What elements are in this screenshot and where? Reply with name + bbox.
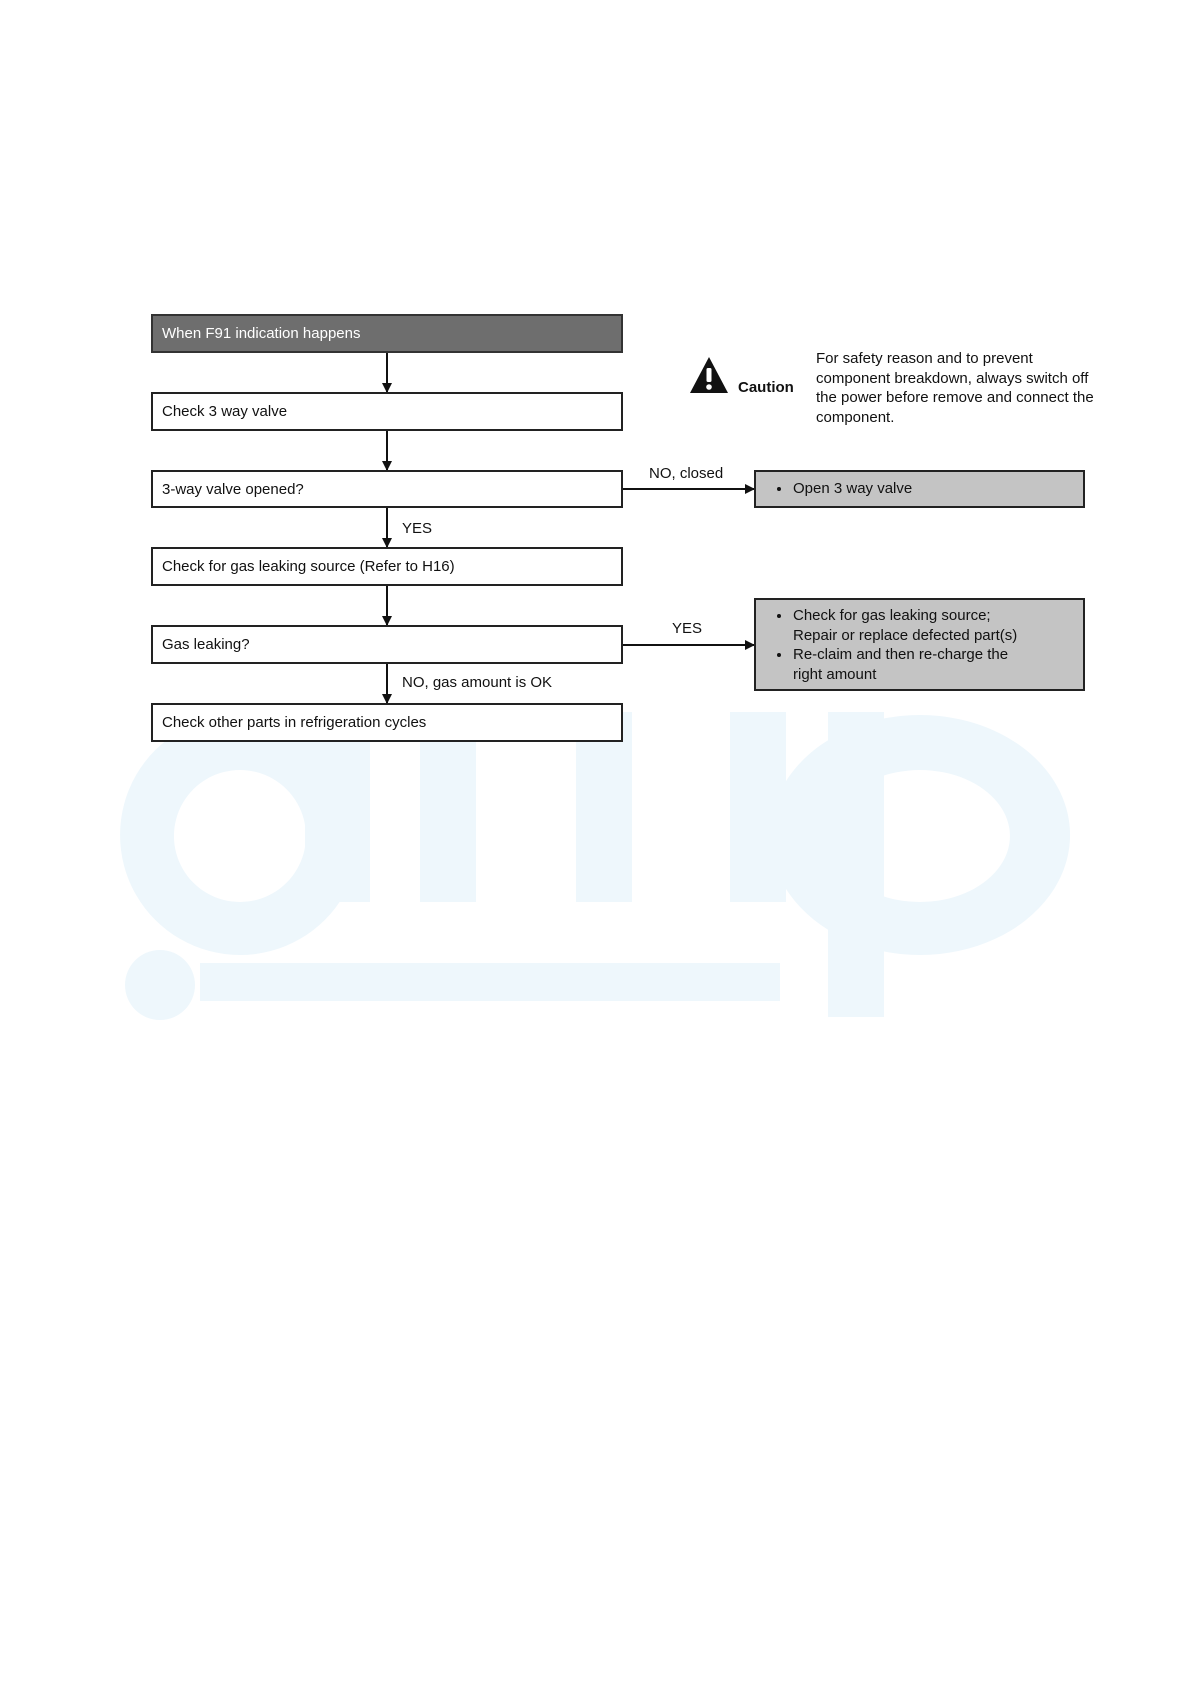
decision-valve-opened-label: 3-way valve opened? (162, 480, 304, 498)
caution-label: Caution (738, 379, 794, 396)
step-check-valve-label: Check 3 way valve (162, 403, 288, 420)
edge-label-leak-no: NO, gas amount is OK (402, 674, 553, 691)
start-label: When F91 indication happens (162, 325, 361, 342)
edge-label-leak-yes: YES (672, 620, 703, 637)
result-leak-box (754, 598, 1085, 691)
result-open-valve-list (766, 479, 912, 499)
result-leak-list (766, 606, 1017, 684)
result-open-valve-item: • Open 3 way valve (792, 479, 912, 499)
result-leak-item: • Re-claim and then re-charge the right amount (792, 645, 1017, 684)
edge-label-valve-yes: YES (402, 520, 433, 537)
edge-label-valve-no: NO, closed (649, 465, 724, 482)
step-check-leak-source-box (151, 547, 623, 586)
result-open-valve-box (754, 470, 1085, 508)
decision-gas-leaking-label: Gas leaking? (162, 636, 250, 653)
step-check-leak-source-label: Check for gas leaking source (Refer to H16) (162, 558, 455, 575)
caution-text: For safety reason and to prevent component breakdown, always switch off the power before remove and connect the component. (816, 350, 1094, 426)
step-check-valve-box (151, 392, 623, 431)
step-check-other-parts-box (151, 703, 623, 742)
start-box (151, 314, 623, 353)
decision-gas-leaking-box (151, 625, 623, 664)
decision-valve-opened-box (151, 470, 623, 508)
warning-triangle-icon (688, 355, 730, 395)
step-check-other-parts-label: Check other parts in refrigeration cycles (162, 714, 427, 731)
result-leak-item: • Check for gas leaking source; Repair or replace defected part(s) (792, 606, 1017, 645)
